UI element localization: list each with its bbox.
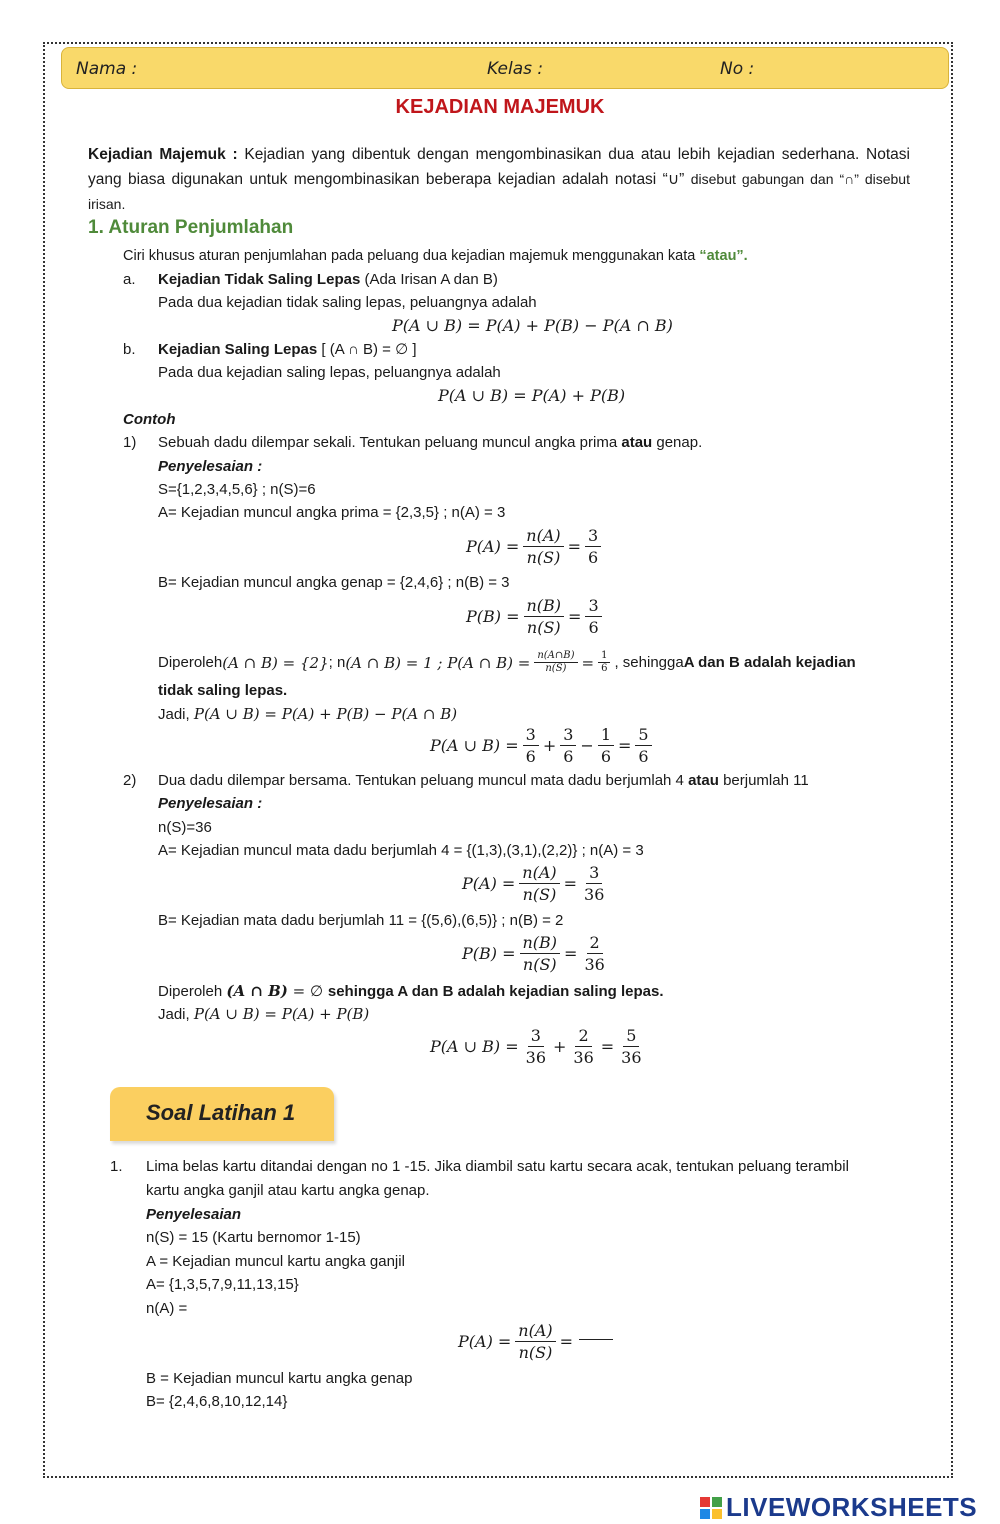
- ex1-event-b: B= Kejadian muncul angka genap = {2,4,6} ; n(B) = 3: [158, 574, 510, 591]
- rule-b-title: Kejadian Saling Lepas [ (A ∩ B) = ∅ ]: [158, 341, 417, 358]
- rule-a-text: Pada dua kejadian tidak saling lepas, peluangnya adalah: [158, 294, 537, 311]
- latihan-b-set: B= {2,4,6,8,10,12,14}: [146, 1393, 288, 1410]
- ex1-conclusion-cont: tidak saling lepas.: [158, 682, 288, 699]
- ex2-diperoleh: Diperoleh (A ∩ B) = ∅ sehingga A dan B adalah kejadian saling lepas.: [158, 982, 664, 1000]
- nama-label: Nama :: [76, 59, 138, 79]
- latihan-na-answer[interactable]: n(A) =: [146, 1300, 188, 1317]
- page-title: KEJADIAN MAJEMUK: [395, 96, 605, 118]
- latihan-b-definition: B = Kejadian muncul kartu angka genap: [146, 1370, 413, 1387]
- logo-text: LIVEWORKSHEETS: [726, 1492, 978, 1522]
- ex1-penyelesaian: Penyelesaian :: [158, 458, 263, 475]
- section-title-aturan-penjumlahan: 1. Aturan Penjumlahan: [88, 217, 294, 238]
- ex2-penyelesaian: Penyelesaian :: [158, 795, 263, 812]
- ex1-number: 1): [123, 434, 137, 451]
- soal-latihan-title: Soal Latihan 1: [146, 1100, 296, 1125]
- liveworksheets-logo[interactable]: [700, 1492, 977, 1523]
- ex1-diperoleh: Diperoleh (A ∩ B) = {2} ; n (A ∩ B) = 1 ; P(A ∩ B) = $\frac{n(A\cap B)}{n(S)}$ = $\frac{1}{6}$ , sehingga A dan B adalah kejadian: [158, 650, 856, 674]
- intro-text-2: disebut gabungan dan “∩” disebut irisan.: [88, 171, 910, 212]
- ex2-question: Dua dadu dilempar bersama. Tentukan peluang muncul mata dadu berjumlah 4 atau berjumlah 11: [158, 772, 809, 789]
- ex2-pa-equation: P(A) = $\frac{n(A)}{n(S)}$ = $\frac{3}{36}$: [462, 863, 605, 904]
- intro-paragraph: [88, 142, 910, 217]
- latihan-question-line2: kartu angka ganjil atau kartu angka genap.: [146, 1182, 430, 1199]
- latihan-number: 1.: [110, 1158, 123, 1175]
- latihan-question-line1: Lima belas kartu ditandai dengan no 1 -15. Jika diambil satu kartu secara acak, tentukan peluang terambil: [146, 1158, 849, 1175]
- latihan-pa-equation: P(A) = $\frac{n(A)}{n(S)}$ =: [458, 1320, 613, 1363]
- ex2-pb-equation: P(B) = $\frac{n(B)}{n(S)}$ = $\frac{2}{36}$: [462, 933, 605, 974]
- ex2-result-equation: P(A ∪ B) = $\frac{3}{36}$ + $\frac{2}{36}$ = $\frac{5}{36}$: [430, 1026, 642, 1067]
- ex2-jadi: Jadi, P(A ∪ B) = P(A) + P(B): [158, 1005, 370, 1023]
- ex1-pb-equation: P(B) = $\frac{n(B)}{n(S)}$ = $\frac{3}{6}$: [466, 595, 606, 638]
- latihan-pa-answer-blank[interactable]: [579, 1339, 613, 1340]
- rule-a-title: Kejadian Tidak Saling Lepas (Ada Irisan A dan B): [158, 271, 498, 288]
- ex1-jadi: Jadi, P(A ∪ B) = P(A) + P(B) − P(A ∩ B): [158, 705, 458, 723]
- latihan-a-set: A= {1,3,5,7,9,11,13,15}: [146, 1276, 299, 1293]
- ex2-event-a: A= Kejadian muncul mata dadu berjumlah 4 = {(1,3),(3,1),(2,2)} ; n(A) = 3: [158, 842, 644, 859]
- rule-b-text: Pada dua kejadian saling lepas, peluangnya adalah: [158, 364, 501, 381]
- ex2-event-b: B= Kejadian mata dadu berjumlah 11 = {(5,6),(6,5)} ; n(B) = 2: [158, 912, 564, 929]
- ex1-question: Sebuah dadu dilempar sekali. Tentukan peluang muncul angka prima atau genap.: [158, 434, 703, 451]
- intro-text: Kejadian yang dibentuk dengan mengombinasikan dua atau lebih kejadian sederhana. Notasi yang biasa digunakan untuk mengombinasikan beberapa kejadian adalah notasi “∪”: [88, 146, 910, 188]
- rule-b-formula: P(A ∪ B) = P(A) + P(B): [438, 386, 626, 405]
- contoh-heading: Contoh: [123, 411, 176, 428]
- ex2-ns: n(S)=36: [158, 819, 212, 836]
- ex1-event-a: A= Kejadian muncul angka prima = {2,3,5} ; n(A) = 3: [158, 504, 506, 521]
- intro-term: Kejadian Majemuk :: [88, 146, 238, 163]
- rule-a-label: a.: [123, 271, 136, 288]
- ex1-result-equation: P(A ∪ B) = $\frac{3}{6}$ + $\frac{3}{6}$ − $\frac{1}{6}$ = $\frac{5}{6}$: [430, 724, 656, 767]
- ex1-pa-equation: P(A) = $\frac{n(A)}{n(S)}$ = $\frac{3}{6}$: [466, 525, 605, 568]
- no-label: No :: [720, 59, 755, 79]
- section-description: Ciri khusus aturan penjumlahan pada peluang dua kejadian majemuk menggunakan kata “atau”.: [123, 248, 748, 264]
- student-info-bar: [61, 47, 949, 89]
- latihan-ns: n(S) = 15 (Kartu bernomor 1-15): [146, 1229, 361, 1246]
- rule-a-formula: P(A ∪ B) = P(A) + P(B) − P(A ∩ B): [392, 316, 673, 335]
- ex2-number: 2): [123, 772, 137, 789]
- soal-latihan-banner: [110, 1087, 334, 1141]
- ex1-sample-space: S={1,2,3,4,5,6} ; n(S)=6: [158, 481, 316, 498]
- latihan-a-definition: A = Kejadian muncul kartu angka ganjil: [146, 1253, 405, 1270]
- rule-b-label: b.: [123, 341, 136, 358]
- kelas-label: Kelas :: [487, 59, 544, 79]
- latihan-penyelesaian: Penyelesaian: [146, 1206, 242, 1223]
- logo-icon: [700, 1497, 722, 1519]
